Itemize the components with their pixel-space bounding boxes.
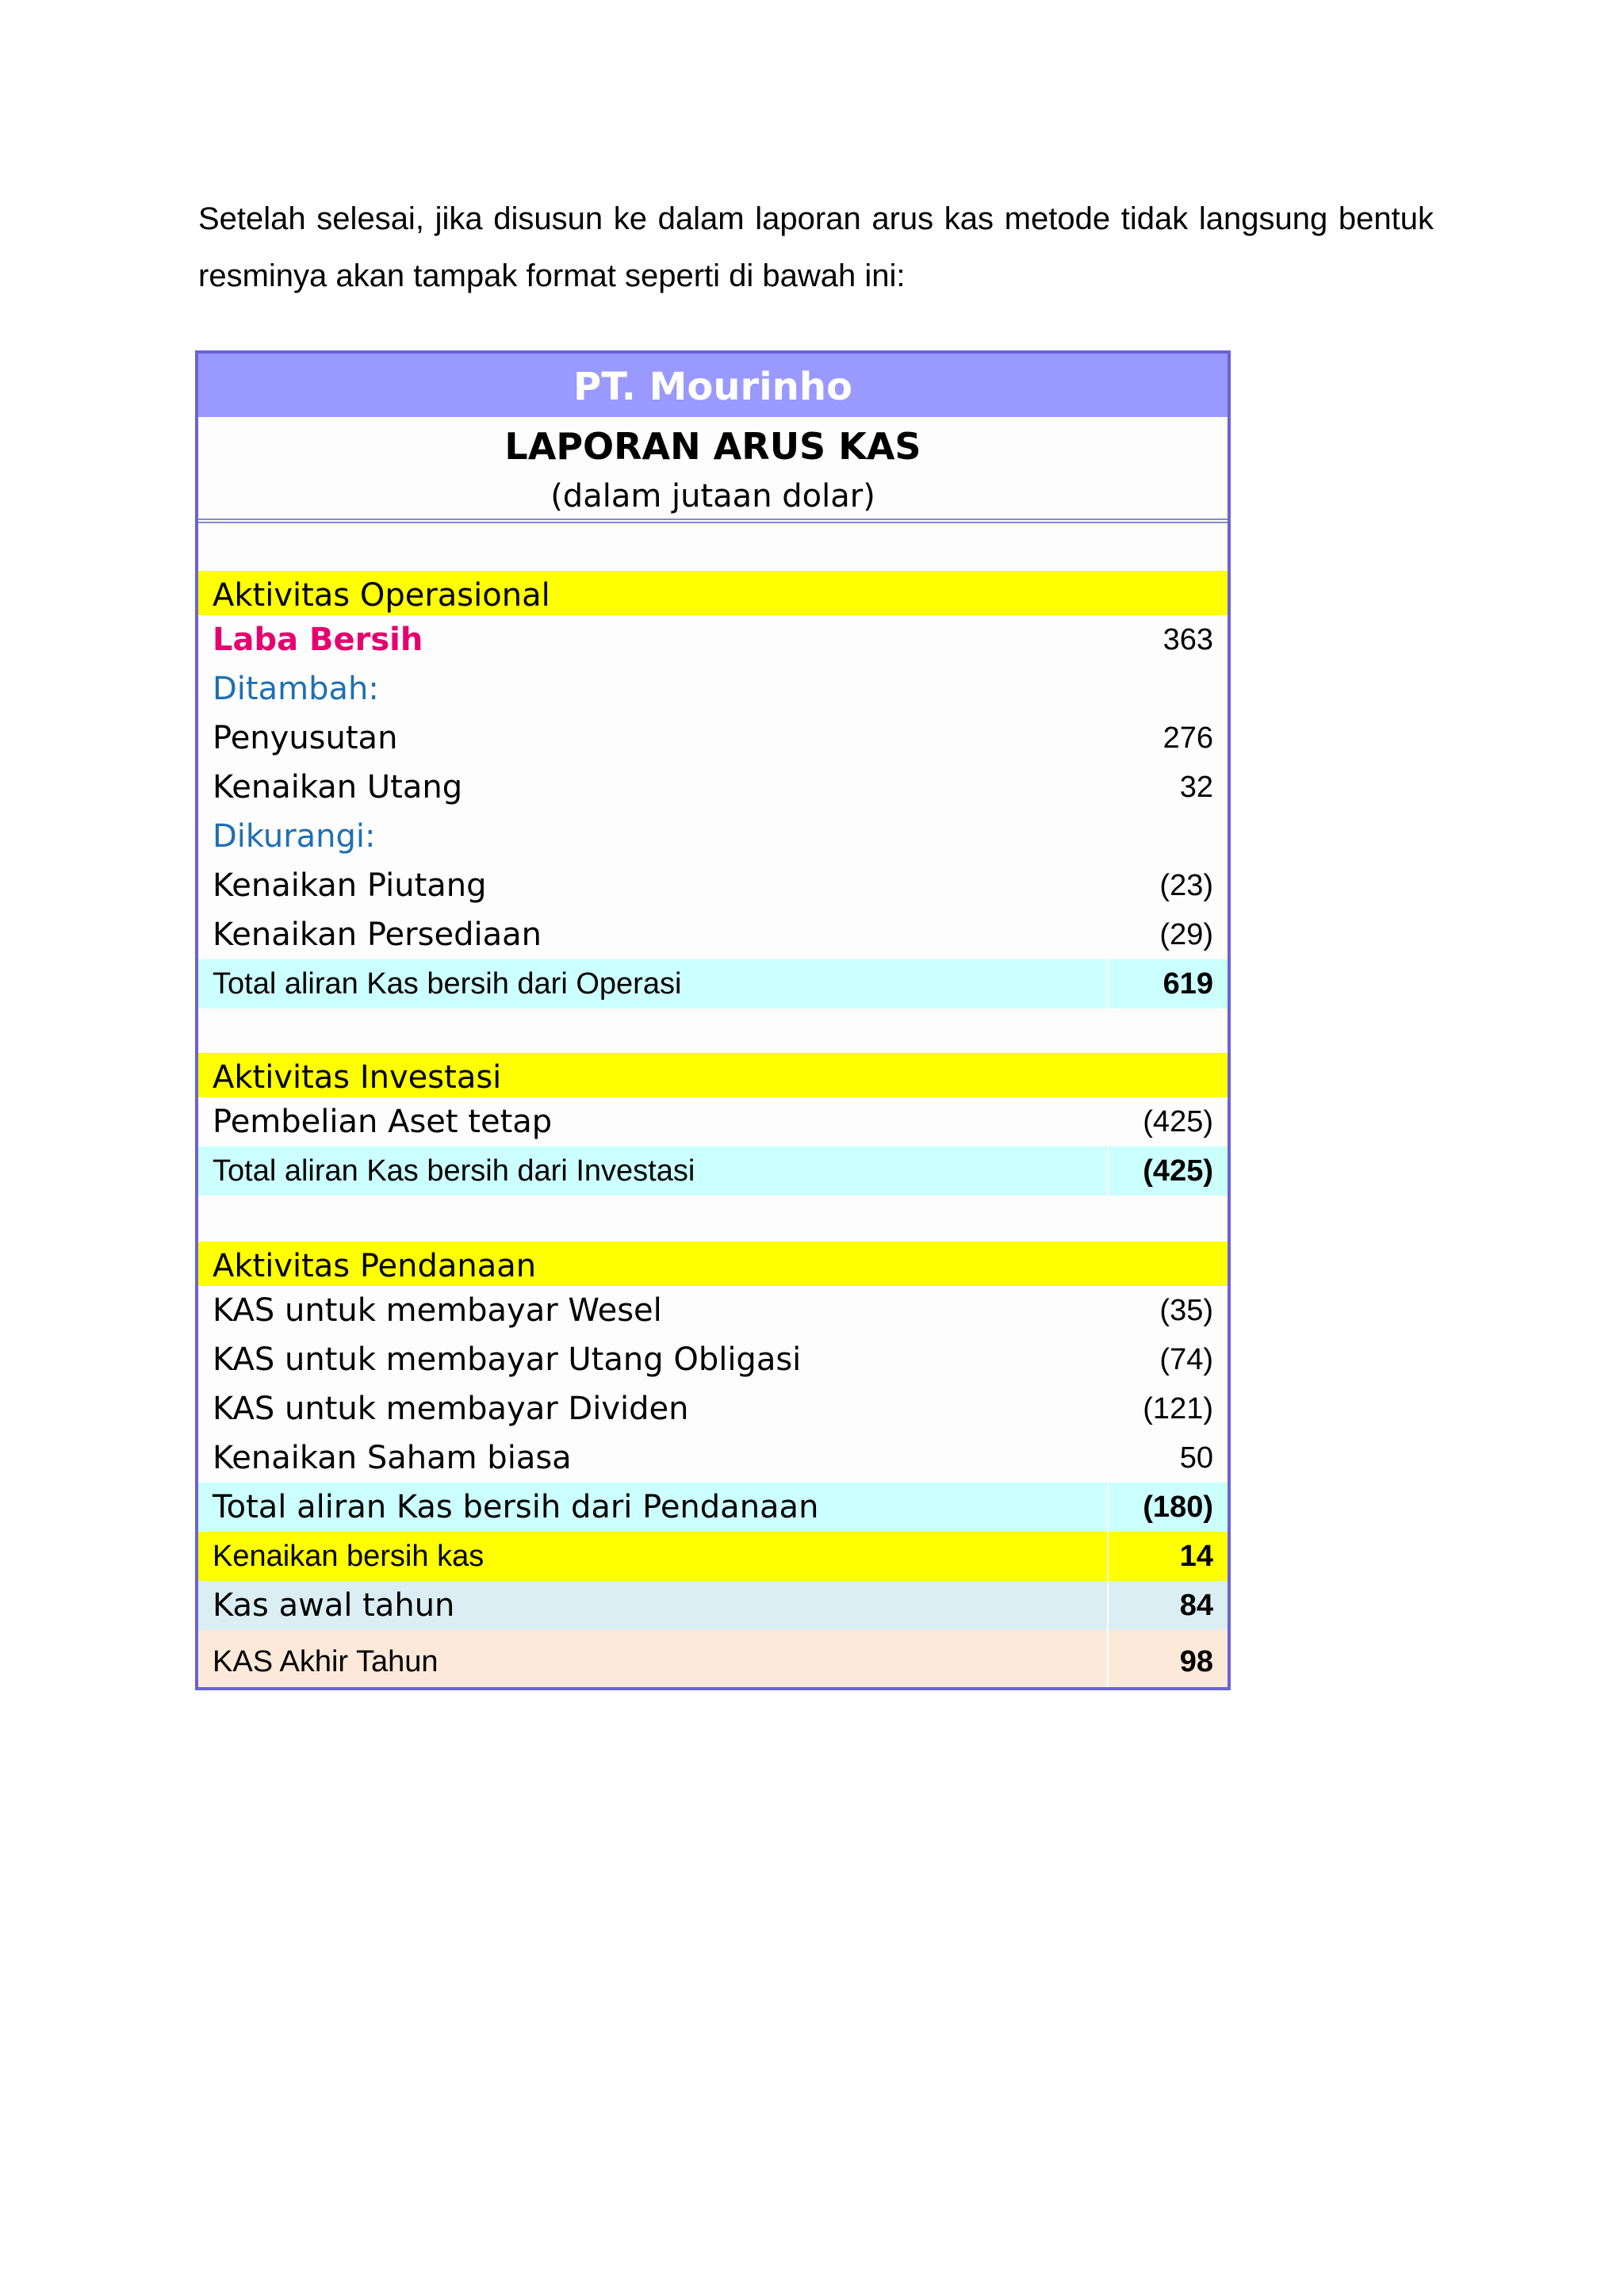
dividen-value: (121) bbox=[1143, 1392, 1213, 1425]
spacer-row bbox=[198, 1008, 1228, 1053]
table-row-obligasi bbox=[198, 1335, 1228, 1384]
obligasi-value: (74) bbox=[1159, 1343, 1213, 1376]
spacer-row bbox=[198, 528, 1228, 571]
section-investasi-heading bbox=[198, 1053, 1228, 1097]
section-label: Aktivitas Investasi bbox=[213, 1059, 502, 1096]
section-label: Aktivitas Operasional bbox=[213, 577, 550, 614]
wesel-value: (35) bbox=[1159, 1294, 1213, 1327]
table-row-saham bbox=[198, 1433, 1228, 1483]
table-row-total-operasi bbox=[198, 959, 1228, 1008]
saham-value: 50 bbox=[1179, 1441, 1213, 1475]
report-header bbox=[198, 417, 1228, 523]
total-investasi-value: (425) bbox=[1143, 1154, 1213, 1188]
saham-label: Kenaikan Saham biasa bbox=[213, 1440, 572, 1476]
report-subtitle: (dalam jutaan dolar) bbox=[550, 478, 875, 515]
dikurangi-label: Dikurangi: bbox=[213, 818, 376, 855]
spacer-row bbox=[198, 1196, 1228, 1242]
kenaikan-bersih-kas-value: 14 bbox=[1179, 1540, 1213, 1573]
table-row-laba-bersih bbox=[198, 615, 1228, 664]
table-row-wesel bbox=[198, 1286, 1228, 1335]
kenaikan-persediaan-value: (29) bbox=[1159, 918, 1213, 951]
total-operasi-value: 619 bbox=[1162, 967, 1213, 1001]
penyusutan-label: Penyusutan bbox=[213, 720, 398, 756]
pembelian-aset-value: (425) bbox=[1143, 1105, 1213, 1138]
kas-akhir-value: 98 bbox=[1179, 1645, 1213, 1678]
obligasi-label: KAS untuk membayar Utang Obligasi bbox=[213, 1341, 802, 1378]
section-pendanaan-heading bbox=[198, 1242, 1228, 1286]
kas-awal-label: Kas awal tahun bbox=[213, 1587, 455, 1624]
table-row-total-pendanaan bbox=[198, 1483, 1228, 1532]
company-name: PT. Mourinho bbox=[198, 354, 1228, 417]
table-row-dikurangi bbox=[198, 812, 1228, 861]
report-title: LAPORAN ARUS KAS bbox=[504, 425, 921, 468]
kenaikan-piutang-value: (23) bbox=[1159, 869, 1213, 902]
total-pendanaan-value: (180) bbox=[1143, 1490, 1213, 1524]
table-row-pembelian-aset bbox=[198, 1097, 1228, 1146]
kas-awal-value: 84 bbox=[1179, 1589, 1213, 1622]
laba-bersih-label: Laba Bersih bbox=[213, 622, 423, 658]
laba-bersih-value: 363 bbox=[1162, 623, 1213, 656]
kenaikan-persediaan-label: Kenaikan Persediaan bbox=[213, 916, 542, 953]
kenaikan-bersih-kas-label: Kenaikan bersih kas bbox=[213, 1540, 485, 1573]
kenaikan-utang-label: Kenaikan Utang bbox=[213, 769, 463, 806]
cash-flow-table bbox=[195, 350, 1231, 1690]
table-row-penyusutan bbox=[198, 714, 1228, 763]
kenaikan-piutang-label: Kenaikan Piutang bbox=[213, 867, 487, 904]
table-row-kas-awal bbox=[198, 1581, 1228, 1630]
table-row-kenaikan-bersih-kas bbox=[198, 1532, 1228, 1581]
table-row-kas-akhir bbox=[198, 1630, 1228, 1687]
table-row-kenaikan-utang bbox=[198, 763, 1228, 812]
table-row-dividen bbox=[198, 1384, 1228, 1433]
table-row-kenaikan-persediaan bbox=[198, 910, 1228, 959]
dividen-label: KAS untuk membayar Dividen bbox=[213, 1391, 689, 1427]
table-row-kenaikan-piutang bbox=[198, 861, 1228, 910]
penyusutan-value: 276 bbox=[1162, 721, 1213, 755]
section-operasional-heading bbox=[198, 571, 1228, 615]
table-row-ditambah bbox=[198, 664, 1228, 714]
kenaikan-utang-value: 32 bbox=[1179, 771, 1213, 804]
table-row-total-investasi bbox=[198, 1146, 1228, 1196]
ditambah-label: Ditambah: bbox=[213, 671, 379, 707]
wesel-label: KAS untuk membayar Wesel bbox=[213, 1292, 662, 1329]
total-operasi-label: Total aliran Kas bersih dari Operasi bbox=[213, 967, 682, 1001]
kas-akhir-label: KAS Akhir Tahun bbox=[213, 1645, 439, 1678]
total-pendanaan-label: Total aliran Kas bersih dari Pendanaan bbox=[213, 1489, 819, 1525]
section-label: Aktivitas Pendanaan bbox=[213, 1248, 537, 1284]
total-investasi-label: Total aliran Kas bersih dari Investasi bbox=[213, 1154, 695, 1188]
pembelian-aset-label: Pembelian Aset tetap bbox=[213, 1104, 553, 1140]
intro-paragraph: Setelah selesai, jika disusun ke dalam laporan arus kas metode tidak langsung bentuk resminya akan tampak format seperti di bawah ini: bbox=[198, 201, 1434, 293]
